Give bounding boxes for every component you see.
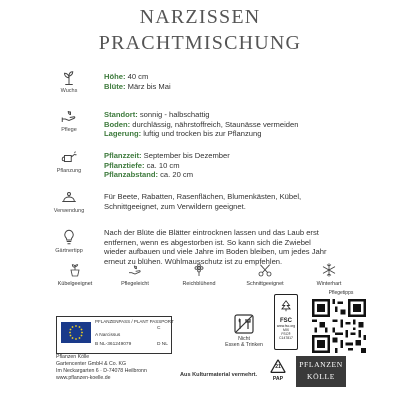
- verwendung-icon-block: [44, 188, 94, 214]
- watering-can-icon: [60, 148, 78, 166]
- field-label: Höhe:: [104, 72, 126, 81]
- wuchs-row: [104, 72, 374, 82]
- warning-line2: Essen & Trinken: [225, 342, 263, 348]
- pflanzung-icon-block: [44, 148, 94, 174]
- flower-bed-icon: [60, 188, 78, 206]
- pflanzung-row: [104, 170, 374, 180]
- pflege-icon-block: [44, 107, 94, 133]
- field-value: 40 cm: [125, 72, 149, 81]
- gaertnertipp-text: [104, 228, 374, 266]
- field-value: März bis Mai: [125, 81, 171, 91]
- wuchs-text: [104, 72, 374, 91]
- no-eating-icon: [232, 312, 256, 336]
- pot-icon: [67, 262, 83, 278]
- plant-passport-d: D NL: [157, 342, 168, 347]
- feature-schnittgeeignet: [234, 262, 296, 287]
- pflanzung-row: [104, 161, 374, 171]
- gaertnertipp-line: wieder aufbauen und viele Jahre im Boden bleiben, um jedes Jahr: [104, 247, 327, 257]
- lightbulb-icon: [60, 228, 78, 246]
- company-address: [56, 354, 147, 382]
- gaertnertipp-icon-block: [44, 228, 94, 254]
- wuchs-icon-block: [44, 68, 94, 94]
- feature-label: Reichblühend: [182, 281, 216, 287]
- field-value: sonnig - halbschattig: [137, 110, 210, 119]
- snowflake-icon: [321, 262, 337, 278]
- warning-line1: Nicht: [238, 336, 250, 342]
- feature-reichbluehend: [168, 262, 230, 287]
- field-value: durchlässig, nährstoffreich, Staunässe vermeiden: [130, 119, 299, 129]
- pap-label: PAP: [272, 376, 284, 382]
- pflege-text: [104, 110, 374, 139]
- gaertnertipp-line: erneut zu blühen. Wühlmausschutz ist zu empfehlen.: [104, 256, 283, 266]
- plant-passport-b: B NL-361249079: [95, 342, 132, 347]
- field-label: Standort:: [104, 110, 138, 119]
- field-value: September bis Dezember: [141, 151, 230, 160]
- fsc-text: FSC: [280, 318, 292, 324]
- plant-passport-box: [56, 316, 172, 354]
- logo-line2: KÖLLE: [307, 372, 335, 381]
- hand-plant-icon: [127, 262, 143, 278]
- address-line: www.pflanzen-koelle.de: [56, 375, 111, 381]
- fsc-mix: MIX: [282, 328, 290, 332]
- field-value: luftig und trocken bis zur Pflanzung: [141, 129, 262, 139]
- growth-icon: [60, 68, 78, 86]
- feature-label: Winterhart: [316, 281, 342, 287]
- field-value: ca. 20 cm: [158, 170, 194, 180]
- cultivation-note: Aus Kulturmaterial vermehrt.: [180, 372, 258, 378]
- scissors-icon: [257, 262, 273, 278]
- field-label: Blüte:: [104, 81, 126, 91]
- field-label: Pflanzzeit:: [104, 151, 142, 160]
- address-line: Im Neckargarten 6 · D-74078 Heilbronn: [56, 368, 147, 374]
- plant-passport-c: C: [157, 326, 161, 331]
- gaertnertipp-line: entfernen, wenn es abgestorben ist. So kann sich die Zwiebel: [104, 237, 311, 247]
- pflanzung-row: [104, 151, 374, 161]
- qr-label: Pflegetipps: [328, 290, 354, 296]
- verwendung-label: Verwendung: [53, 208, 85, 214]
- plant-passport-a: A Narcissus: [95, 333, 121, 338]
- pflege-row: [104, 120, 374, 130]
- address-line: Pflanzen Kölle: [56, 354, 90, 360]
- pflanzung-text: [104, 151, 374, 180]
- verwendung-text: [104, 192, 374, 211]
- field-label: Boden:: [104, 119, 131, 129]
- gaertnertipp-label: Gärtnertipp: [55, 248, 83, 254]
- flower-icon: [191, 262, 207, 278]
- verwendung-line: Für Beete, Rabatten, Rasenflächen, Blumenkästen, Kübel,: [104, 192, 302, 201]
- address-line: Gartencenter GmbH & Co. KG: [56, 361, 127, 367]
- wuchs-label: Wuchs: [60, 88, 78, 94]
- pflege-row: [104, 110, 374, 120]
- feature-pflegeleicht: [104, 262, 166, 287]
- not-edible-warning: [222, 312, 266, 348]
- pflanzung-label: Pflanzung: [56, 168, 82, 174]
- qr-code-icon[interactable]: [312, 299, 366, 353]
- feature-label: Pflegeleicht: [121, 281, 149, 287]
- feature-label: Schnittgeeignet: [246, 281, 284, 287]
- pap-number: 21: [275, 364, 281, 370]
- wuchs-row: [104, 82, 374, 92]
- eu-flag-icon: [61, 322, 91, 343]
- hand-care-icon: [60, 107, 78, 125]
- feature-icons: [40, 262, 370, 302]
- feature-label: Kübelgeeignet: [57, 281, 93, 287]
- plant-passport-heading: PFLANZENPASS / PLANT PASSPORT: [95, 319, 174, 324]
- verwendung-line: Schnittgeeignet, zum Verwildern geeignet.: [104, 201, 246, 211]
- feature-kuebelgeeignet: [44, 262, 106, 287]
- field-label: Lagerung:: [104, 129, 142, 139]
- fsc-label: [274, 294, 298, 350]
- pflege-label: Pflege: [61, 127, 77, 133]
- fsc-url: www.fsc.org: [276, 324, 296, 328]
- fsc-code: FSC® C147817: [279, 332, 293, 340]
- pflege-row: [104, 129, 374, 139]
- feature-winterhart: [298, 262, 360, 287]
- product-title-line2: PRACHTMISCHUNG: [98, 32, 302, 54]
- field-label: Pflanztiefe:: [104, 160, 145, 170]
- field-label: Pflanzabstand:: [104, 170, 159, 180]
- logo-line1: PFLANZEN: [299, 360, 343, 369]
- field-value: ca. 10 cm: [144, 160, 180, 170]
- gaertnertipp-line: Nach der Blüte die Blätter eintrocknen lassen und das Laub erst: [104, 228, 319, 237]
- pflanzen-koelle-logo: [296, 356, 346, 387]
- fsc-tree-icon: [279, 299, 293, 313]
- product-title-line1: NARZISSEN: [139, 6, 261, 28]
- pap-recycling-mark: [266, 358, 290, 382]
